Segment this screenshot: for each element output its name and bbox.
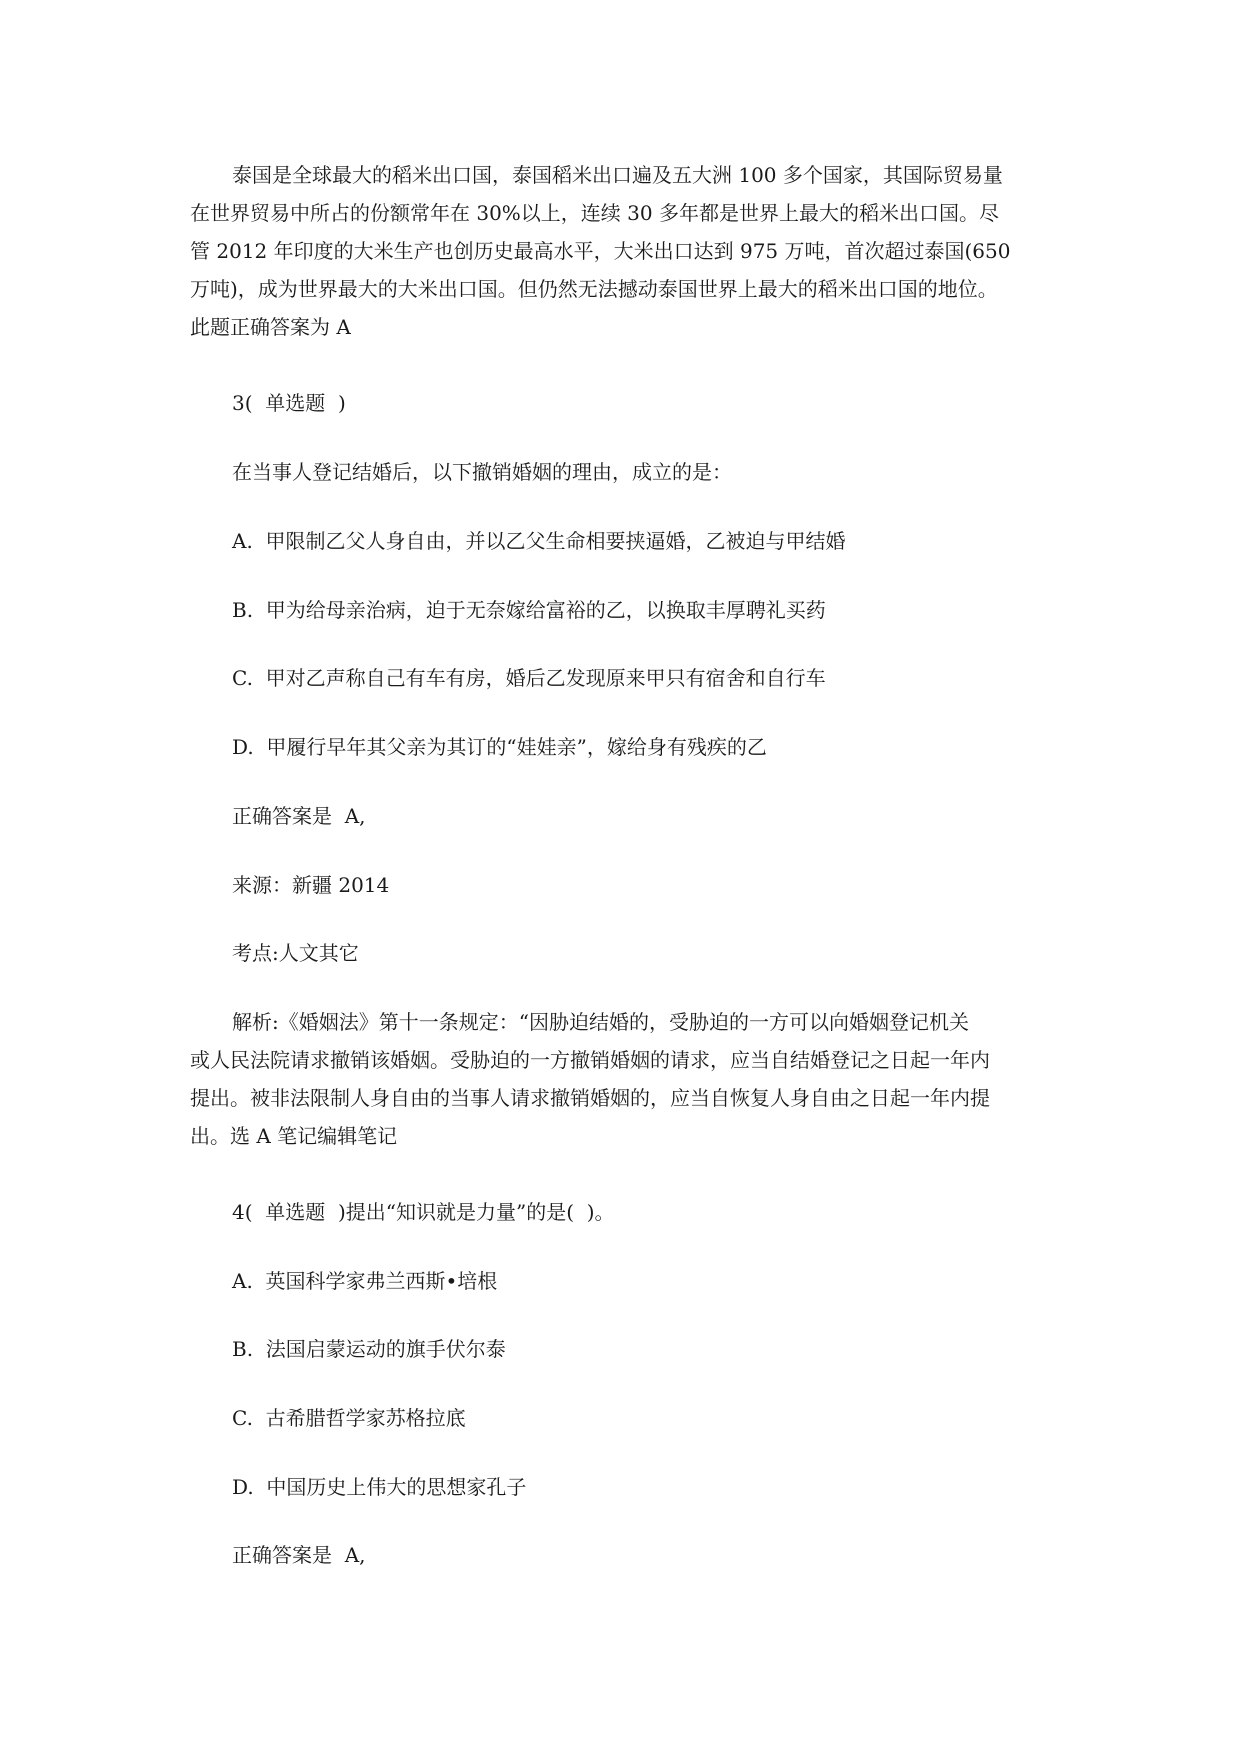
question-4-option-d: D. 中国历史上伟大的思想家孔子: [232, 1475, 527, 1499]
question-3-analysis-line-3: 提出。被非法限制人身自由的当事人请求撤销婚姻的，应当自恢复人身自由之日起一年内提: [190, 1086, 990, 1110]
question-3-option-d: D. 甲履行早年其父亲为其订的“娃娃亲”，嫁给身有残疾的乙: [232, 735, 767, 759]
question-3-option-b: B. 甲为给母亲治病，迫于无奈嫁给富裕的乙，以换取丰厚聘礼买药: [232, 598, 826, 622]
intro-line-1: 泰国是全球最大的稻米出口国，泰国稻米出口遍及五大洲 100 多个国家，其国际贸易量: [232, 163, 1003, 187]
question-3-analysis-line-1: 解析:《婚姻法》第十一条规定：“因胁迫结婚的，受胁迫的一方可以向婚姻登记机关: [232, 1010, 969, 1034]
intro-line-5: 此题正确答案为 A: [190, 315, 351, 339]
intro-line-3: 管 2012 年印度的大米生产也创历史最高水平，大米出口达到 975 万吨，首次超过泰国(650: [190, 239, 1011, 263]
question-3-analysis-line-4: 出。选 A 笔记编辑笔记: [190, 1124, 398, 1148]
question-3-topic: 考点:人文其它: [232, 941, 359, 965]
question-3-option-a: A. 甲限制乙父人身自由，并以乙父生命相要挟逼婚，乙被迫与甲结婚: [232, 529, 846, 553]
question-3-answer: 正确答案是 A,: [232, 804, 366, 828]
question-4-answer: 正确答案是 A,: [232, 1543, 366, 1567]
question-3-option-c: C. 甲对乙声称自己有车有房，婚后乙发现原来甲只有宿舍和自行车: [232, 666, 826, 690]
question-4-option-a: A. 英国科学家弗兰西斯•培根: [232, 1269, 498, 1293]
intro-line-4: 万吨)，成为世界最大的大米出口国。但仍然无法撼动泰国世界上最大的稻米出口国的地位。: [190, 277, 998, 301]
question-3-stem: 在当事人登记结婚后，以下撤销婚姻的理由，成立的是：: [232, 460, 732, 484]
question-3-analysis-line-2: 或人民法院请求撤销该婚姻。受胁迫的一方撤销婚姻的请求，应当自结婚登记之日起一年内: [190, 1048, 990, 1072]
question-4-option-c: C. 古希腊哲学家苏格拉底: [232, 1406, 466, 1430]
question-4-header: 4( 单选题 )提出“知识就是力量”的是( )。: [232, 1200, 615, 1224]
question-3-source: 来源：新疆 2014: [232, 873, 390, 897]
intro-line-2: 在世界贸易中所占的份额常年在 30%以上，连续 30 多年都是世界上最大的稻米出口国。尽: [190, 201, 999, 225]
question-3-header: 3( 单选题 ): [232, 391, 346, 415]
question-4-option-b: B. 法国启蒙运动的旗手伏尔泰: [232, 1337, 506, 1361]
